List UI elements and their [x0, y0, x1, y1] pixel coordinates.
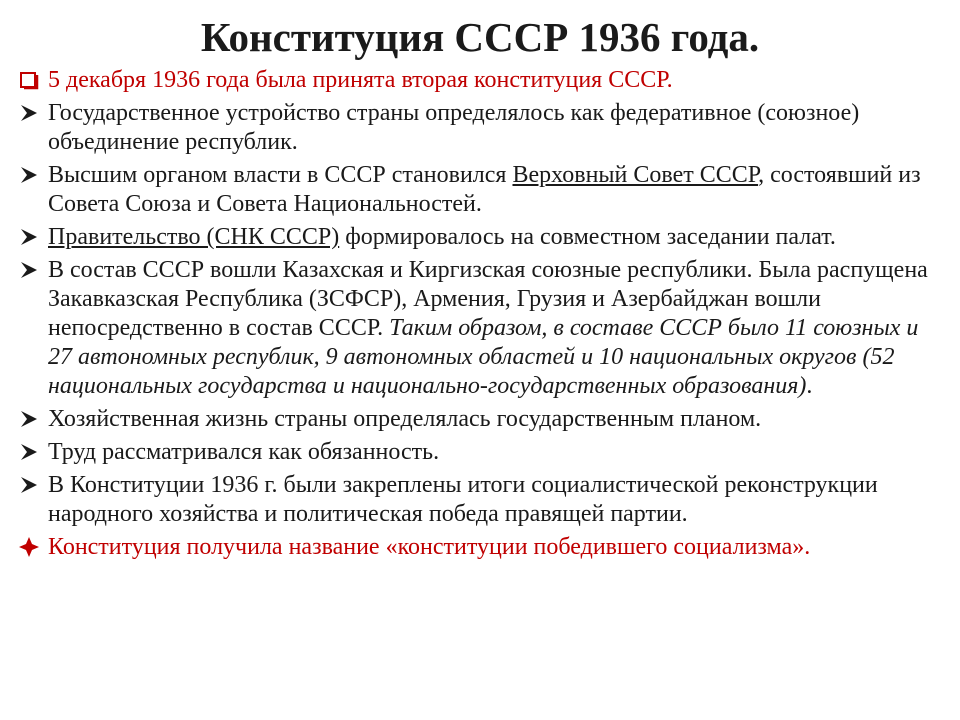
- item-text: формировалось на совместном заседании палат.: [339, 224, 836, 250]
- arrow-icon: [18, 406, 40, 433]
- diamond-flower-icon: [18, 534, 40, 561]
- list-item-results: [14, 471, 946, 529]
- government-term: Правительство (СНК СССР): [48, 224, 340, 250]
- arrow-icon: [18, 257, 40, 284]
- supreme-soviet-term: Верховный Совет СССР: [512, 162, 759, 188]
- list-item-labor: [14, 438, 946, 467]
- item-text: В Конституции 1936 г. были закреплены итоги социалистической реконструкции народного хозяйства и политическая победа правящей партии.: [48, 472, 878, 527]
- item-text: , состоявший из Совета Союза и Совета Национальностей.: [48, 162, 921, 217]
- arrow-icon: [18, 224, 40, 251]
- arrow-icon: [18, 162, 40, 189]
- arrow-icon: [18, 472, 40, 499]
- item-text: Хозяйственная жизнь страны определялась государственным планом.: [48, 406, 762, 432]
- item-text: Высшим органом власти в СССР становился: [48, 162, 513, 188]
- list-item-supreme-body: [14, 161, 946, 219]
- list-item-republics: [14, 256, 946, 401]
- item-text: Государственное устройство страны определялось как федеративное (союзное) объединение республик.: [48, 100, 860, 155]
- list-item-state-structure: [14, 99, 946, 157]
- slide-title: Конституция СССР 1936 года.: [200, 14, 760, 60]
- item-text: Труд рассматривался как обязанность.: [48, 439, 440, 465]
- item-text: В состав СССР вошли Казахская и Киргизская союзные республики. Была распущена Закавказская Республика (ЗСФСР), Армения, Грузия и Азербайджан вошли непосредственно в состав СССР.: [48, 257, 928, 341]
- item-text: .: [806, 373, 813, 399]
- arrow-icon: [18, 439, 40, 466]
- item-text: Конституция получила название «конституции победившего социализма».: [48, 534, 811, 560]
- list-item-economy: [14, 405, 946, 434]
- arrow-icon: [18, 100, 40, 127]
- square-outline-icon: [18, 67, 40, 94]
- list-item-name: [14, 533, 946, 562]
- list-item-adoption-date: [14, 66, 946, 95]
- item-text-italic: Таким образом, в составе СССР было 11 союзных и 27 автономных республик, 9 автономных областей и 10 национальных округов (52 национальных государства и национально-государственных образования): [48, 315, 919, 399]
- bullet-list: [14, 66, 946, 566]
- item-text: 5 декабря 1936 года была принята вторая конституция СССР.: [48, 67, 673, 93]
- list-item-government: [14, 223, 946, 252]
